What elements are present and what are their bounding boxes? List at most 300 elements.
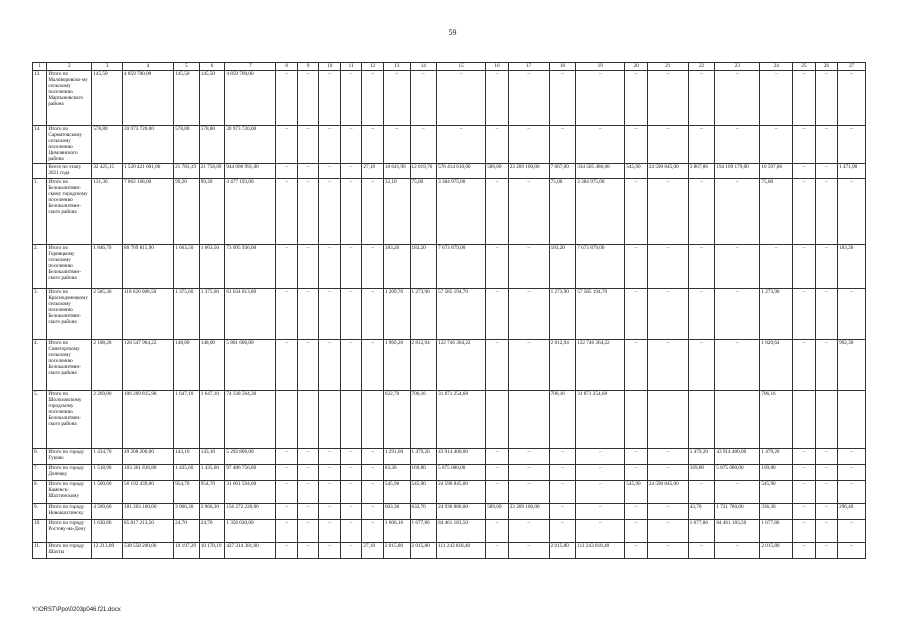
table-cell: 31 601 594,00 bbox=[225, 480, 276, 503]
table-cell: 75,00 bbox=[760, 178, 793, 244]
table-cell: 97 486 756,80 bbox=[225, 464, 276, 480]
table-cell: – bbox=[410, 71, 437, 126]
table-cell: 183,20 bbox=[549, 244, 576, 288]
table-cell: – bbox=[815, 288, 838, 339]
table-cell: – bbox=[276, 448, 297, 464]
row-number-cell: 7. bbox=[33, 464, 47, 480]
table-cell: 2 015,80 bbox=[549, 542, 576, 558]
table-row bbox=[33, 448, 866, 464]
table-cell: 75,00 bbox=[549, 178, 576, 244]
table-cell: – bbox=[715, 480, 760, 503]
table-cell: 80 769 815,90 bbox=[123, 244, 174, 288]
table-cell: 181 203 100,00 bbox=[123, 503, 174, 519]
table-cell: 1 520 421 601,00 bbox=[123, 163, 174, 178]
table-cell: – bbox=[297, 542, 318, 558]
table-cell: 24,70 bbox=[174, 519, 200, 542]
table-cell: – bbox=[297, 339, 318, 390]
table-cell: – bbox=[340, 464, 361, 480]
table-cell: – bbox=[486, 288, 509, 339]
table-cell: – bbox=[760, 71, 793, 126]
table-cell: 143,10 bbox=[199, 448, 225, 464]
table-cell: 169,80 bbox=[410, 464, 437, 480]
table-cell: 10 170,19 bbox=[199, 542, 225, 558]
table-cell: 589,00 bbox=[486, 503, 509, 519]
table-cell: 32,10 bbox=[383, 178, 410, 244]
table-cell: 183,20 bbox=[383, 244, 410, 288]
table-cell: – bbox=[319, 244, 340, 288]
table-cell: – bbox=[793, 503, 816, 519]
table-cell: 1 846,70 bbox=[92, 244, 123, 288]
table-cell: – bbox=[625, 71, 648, 126]
table-cell: 944 006 991,00 bbox=[225, 163, 276, 178]
table-cell: 32 425,15 bbox=[92, 163, 123, 178]
table-cell: 1 677,86 bbox=[760, 519, 793, 542]
table-cell: 145,50 bbox=[199, 71, 225, 126]
table-cell bbox=[486, 390, 509, 448]
table-cell: – bbox=[276, 503, 297, 519]
column-header: 25 bbox=[793, 63, 816, 71]
column-header: 2 bbox=[47, 63, 92, 71]
table-cell: 1 375,60 bbox=[199, 288, 225, 339]
column-header: 8 bbox=[276, 63, 297, 71]
table-cell: 5 875 080,00 bbox=[437, 464, 486, 480]
table-cell: – bbox=[340, 519, 361, 542]
table-cell: – bbox=[647, 464, 688, 480]
table-cell: – bbox=[793, 480, 816, 503]
table-cell: – bbox=[276, 126, 297, 164]
table-cell bbox=[647, 390, 688, 448]
table-cell: 10 641,96 bbox=[383, 163, 410, 178]
table-cell: – bbox=[647, 542, 688, 558]
table-cell: 589,00 bbox=[486, 163, 509, 178]
table-cell: 56 192 439,00 bbox=[123, 480, 174, 503]
table-cell: 148,00 bbox=[174, 339, 200, 390]
table-cell: – bbox=[319, 448, 340, 464]
table-cell: 3 384 975,00 bbox=[576, 178, 625, 244]
table-cell: – bbox=[362, 71, 383, 126]
table-cell: – bbox=[647, 339, 688, 390]
table-cell: – bbox=[793, 339, 816, 390]
table-row bbox=[33, 519, 866, 542]
table-cell: – bbox=[437, 71, 486, 126]
table-cell: 578,80 bbox=[92, 126, 123, 164]
row-name-cell: Итого по городу Гуково bbox=[47, 448, 92, 464]
table-cell: – bbox=[383, 71, 410, 126]
table-cell: – bbox=[576, 448, 625, 464]
table-cell: – bbox=[340, 71, 361, 126]
column-header: 27 bbox=[838, 63, 866, 71]
table-cell: – bbox=[362, 339, 383, 390]
table-cell: 1 479,20 bbox=[688, 448, 715, 464]
table-cell: – bbox=[576, 480, 625, 503]
column-header: 23 bbox=[715, 63, 760, 71]
table-row bbox=[33, 339, 866, 390]
table-cell: – bbox=[576, 71, 625, 126]
table-cell: – bbox=[508, 178, 549, 244]
table-cell: – bbox=[715, 71, 760, 126]
table-cell: – bbox=[486, 244, 509, 288]
table-cell: 145,50 bbox=[174, 71, 200, 126]
table-cell: 43,70 bbox=[688, 503, 715, 519]
table-cell: – bbox=[276, 542, 297, 558]
column-header: 15 bbox=[437, 63, 486, 71]
table-cell: 2 812,94 bbox=[410, 339, 437, 390]
table-cell: 1 273,90 bbox=[760, 288, 793, 339]
table-cell: – bbox=[625, 542, 648, 558]
table-cell: 1 273,90 bbox=[549, 288, 576, 339]
table-cell: 1 479,20 bbox=[410, 448, 437, 464]
table-cell: 7 067,00 bbox=[549, 163, 576, 178]
column-header: 5 bbox=[174, 63, 200, 71]
table-cell: 131,30 bbox=[92, 178, 123, 244]
table-cell: 1 518,90 bbox=[92, 464, 123, 480]
row-number-cell: 5. bbox=[33, 390, 47, 448]
table-row bbox=[33, 163, 866, 178]
table-cell: 1 960,20 bbox=[383, 339, 410, 390]
table-cell: – bbox=[276, 163, 297, 178]
table-cell: 74 338 564,30 bbox=[225, 390, 276, 448]
table-cell: – bbox=[276, 244, 297, 288]
table-cell: 106 209 815,98 bbox=[123, 390, 174, 448]
table-cell: – bbox=[319, 126, 340, 164]
row-number-cell: 8. bbox=[33, 480, 47, 503]
table-cell: – bbox=[276, 339, 297, 390]
table-cell: 49 208 200,00 bbox=[123, 448, 174, 464]
table-cell: 4 477 193,00 bbox=[225, 178, 276, 244]
table-cell: – bbox=[362, 448, 383, 464]
table-cell: 99,20 bbox=[174, 178, 200, 244]
table-cell: – bbox=[276, 464, 297, 480]
table-cell: 122 746 364,22 bbox=[437, 339, 486, 390]
table-cell: 43 914 400,00 bbox=[715, 448, 760, 464]
table-cell: – bbox=[297, 163, 318, 178]
table-cell: – bbox=[486, 126, 509, 164]
table-cell: – bbox=[340, 448, 361, 464]
table-cell: – bbox=[486, 448, 509, 464]
table-cell: 10 197,29 bbox=[174, 542, 200, 558]
table-cell: – bbox=[319, 542, 340, 558]
table-cell: – bbox=[437, 126, 486, 164]
table-cell: 2 269,80 bbox=[92, 390, 123, 448]
table-cell: – bbox=[688, 480, 715, 503]
row-name-cell: Итого по Синегорскому сельскому поселению Белокалитвин-ского района bbox=[47, 339, 92, 390]
table-cell: 4 859 700,00 bbox=[225, 71, 276, 126]
table-cell: 954,70 bbox=[174, 480, 200, 503]
table-cell: 57 585 194,70 bbox=[576, 288, 625, 339]
table-cell: – bbox=[319, 503, 340, 519]
row-number-cell: 14. bbox=[33, 126, 47, 164]
table-cell: 1 479,20 bbox=[760, 448, 793, 464]
table-cell: 992,30 bbox=[838, 339, 866, 390]
table-cell: 578,80 bbox=[174, 126, 200, 164]
table-cell: 24 590 845,00 bbox=[647, 480, 688, 503]
row-name-cell: Итого по Сарматовскому сельскому поселению Цимлянского района bbox=[47, 126, 92, 164]
table-cell: – bbox=[297, 288, 318, 339]
table-cell: – bbox=[319, 464, 340, 480]
table-cell: – bbox=[340, 288, 361, 339]
table-cell: – bbox=[383, 126, 410, 164]
table-cell: 1 677,86 bbox=[410, 519, 437, 542]
table-cell: 84 461 183,50 bbox=[437, 519, 486, 542]
table-cell: – bbox=[486, 542, 509, 558]
table-cell: – bbox=[688, 71, 715, 126]
table-cell: – bbox=[715, 178, 760, 244]
table-cell: 2 108,20 bbox=[92, 339, 123, 390]
table-cell: 31 871 254,68 bbox=[576, 390, 625, 448]
table-cell: – bbox=[625, 448, 648, 464]
table-cell: 20 973 720,00 bbox=[123, 126, 174, 164]
table-cell: – bbox=[340, 542, 361, 558]
column-header: 13 bbox=[383, 63, 410, 71]
table-cell: – bbox=[688, 288, 715, 339]
table-cell: 427 314 381,60 bbox=[225, 542, 276, 558]
column-header: 16 bbox=[486, 63, 509, 71]
table-cell: – bbox=[486, 71, 509, 126]
table-cell: 2 585,30 bbox=[92, 288, 123, 339]
table-cell: – bbox=[838, 519, 866, 542]
table-cell: – bbox=[715, 126, 760, 164]
table-cell: – bbox=[793, 542, 816, 558]
table-cell: 85 817 213,50 bbox=[123, 519, 174, 542]
column-header: 4 bbox=[123, 63, 174, 71]
table-header-row bbox=[33, 63, 866, 71]
table-cell: – bbox=[576, 503, 625, 519]
table-cell: – bbox=[625, 288, 648, 339]
table-cell: 3 966,30 bbox=[174, 503, 200, 519]
table-row bbox=[33, 244, 866, 288]
table-cell: 118 620 008,50 bbox=[123, 288, 174, 339]
table-cell: 545,90 bbox=[625, 163, 648, 178]
table-cell: 1 435,60 bbox=[174, 464, 200, 480]
table-cell: 122 746 364,22 bbox=[576, 339, 625, 390]
table-cell: 57 585 194,70 bbox=[437, 288, 486, 339]
table-row bbox=[33, 480, 866, 503]
table-cell: – bbox=[508, 542, 549, 558]
table-cell: 545,90 bbox=[383, 480, 410, 503]
table-cell bbox=[340, 390, 361, 448]
table-cell: 545,90 bbox=[410, 480, 437, 503]
table-cell: 622,70 bbox=[383, 390, 410, 448]
table-cell: 1 677,86 bbox=[688, 519, 715, 542]
table-cell: – bbox=[319, 163, 340, 178]
table-cell: 1 435,60 bbox=[199, 464, 225, 480]
table-cell: – bbox=[625, 503, 648, 519]
table-cell: – bbox=[549, 448, 576, 464]
table-cell: – bbox=[715, 339, 760, 390]
table-row bbox=[33, 503, 866, 519]
row-name-cell: Итого по Краснодонецкому сельскому поселению Белокалитвин-ского района bbox=[47, 288, 92, 339]
table-cell: 43 914 400,00 bbox=[437, 448, 486, 464]
table-cell: – bbox=[815, 178, 838, 244]
table-cell: – bbox=[815, 448, 838, 464]
table-cell: – bbox=[838, 178, 866, 244]
table-cell: – bbox=[815, 464, 838, 480]
row-name-cell: Итого по Шолоховскому городскому поселению Белокалитвин-ского района bbox=[47, 390, 92, 448]
table-cell: – bbox=[688, 339, 715, 390]
table-cell bbox=[362, 390, 383, 448]
table-cell: – bbox=[793, 71, 816, 126]
table-cell: – bbox=[319, 519, 340, 542]
row-number-cell: 11. bbox=[33, 542, 47, 558]
table-cell: – bbox=[410, 126, 437, 164]
table-cell: – bbox=[815, 163, 838, 178]
table-cell: – bbox=[508, 448, 549, 464]
table-row bbox=[33, 288, 866, 339]
row-number-cell: 1. bbox=[33, 178, 47, 244]
table-cell bbox=[508, 390, 549, 448]
table-cell: – bbox=[508, 519, 549, 542]
table-cell: 61 034 813,80 bbox=[225, 288, 276, 339]
table-cell: – bbox=[276, 178, 297, 244]
table-cell: 4 859 700,00 bbox=[123, 71, 174, 126]
table-cell: 23 209 100,00 bbox=[508, 163, 549, 178]
table-cell: 183,20 bbox=[410, 244, 437, 288]
table-cell: – bbox=[647, 126, 688, 164]
table-cell: – bbox=[647, 178, 688, 244]
table-row bbox=[33, 126, 866, 164]
table-cell: – bbox=[486, 480, 509, 503]
table-cell: – bbox=[576, 126, 625, 164]
table-cell: 99,20 bbox=[199, 178, 225, 244]
table-cell: 545,90 bbox=[625, 480, 648, 503]
table-cell: – bbox=[340, 244, 361, 288]
table-cell: – bbox=[319, 71, 340, 126]
table-cell: 31 871 254,68 bbox=[437, 390, 486, 448]
column-header: 6 bbox=[199, 63, 225, 71]
table-row bbox=[33, 464, 866, 480]
table-cell: 21 783,19 bbox=[174, 163, 200, 178]
column-header: 7 bbox=[225, 63, 276, 71]
table-cell: 24 930 880,00 bbox=[437, 503, 486, 519]
table-cell: – bbox=[340, 339, 361, 390]
table-cell: – bbox=[297, 464, 318, 480]
table-cell: 156 272 220,00 bbox=[225, 503, 276, 519]
table-cell: – bbox=[276, 519, 297, 542]
table-cell: – bbox=[362, 178, 383, 244]
table-cell: – bbox=[838, 464, 866, 480]
table-row bbox=[33, 178, 866, 244]
page-number: 59 bbox=[448, 28, 457, 37]
column-header: 26 bbox=[815, 63, 838, 71]
table-cell bbox=[793, 390, 816, 448]
table-cell: – bbox=[486, 339, 509, 390]
table-cell: – bbox=[793, 126, 816, 164]
table-row bbox=[33, 71, 866, 126]
table-cell: – bbox=[362, 244, 383, 288]
table-cell: – bbox=[486, 464, 509, 480]
table-cell: – bbox=[647, 288, 688, 339]
table-cell: – bbox=[793, 288, 816, 339]
table-cell: 1 471,90 bbox=[838, 163, 866, 178]
table-cell: – bbox=[760, 244, 793, 288]
row-name-cell: Итого по Белокалитвин-скому городскому поселению Белокалитвин-ского района bbox=[47, 178, 92, 244]
table-cell: – bbox=[647, 71, 688, 126]
table-cell: 1 647,10 bbox=[199, 390, 225, 448]
table-cell: – bbox=[576, 464, 625, 480]
table-cell: – bbox=[838, 71, 866, 126]
table-cell: 578,80 bbox=[199, 126, 225, 164]
table-cell: – bbox=[625, 339, 648, 390]
table-cell: – bbox=[319, 288, 340, 339]
table-cell: 27,10 bbox=[362, 163, 383, 178]
table-cell: – bbox=[715, 542, 760, 558]
table-cell: – bbox=[297, 519, 318, 542]
table-cell: – bbox=[793, 244, 816, 288]
table-cell: – bbox=[297, 503, 318, 519]
table-cell: – bbox=[715, 244, 760, 288]
table-cell: 1 273,90 bbox=[410, 288, 437, 339]
row-number-cell bbox=[33, 163, 47, 178]
table-cell: – bbox=[508, 126, 549, 164]
table-cell: 183,20 bbox=[838, 244, 866, 288]
table-cell: 24 590 845,00 bbox=[437, 480, 486, 503]
column-header: 9 bbox=[297, 63, 318, 71]
table-cell: 169,80 bbox=[760, 464, 793, 480]
table-cell: 1 663,50 bbox=[199, 244, 225, 288]
row-name-cell: Итого по городу Новошахтинску bbox=[47, 503, 92, 519]
table-cell: 7 862 168,00 bbox=[123, 178, 174, 244]
table-cell: – bbox=[319, 178, 340, 244]
column-header: 21 bbox=[647, 63, 688, 71]
table-cell: – bbox=[793, 519, 816, 542]
table-cell: – bbox=[340, 163, 361, 178]
row-name-cell: Итого по Горняцкому сельскому поселению Белокалитвин-ского района bbox=[47, 244, 92, 288]
table-cell: 1 663,50 bbox=[174, 244, 200, 288]
table-cell: – bbox=[340, 480, 361, 503]
table-cell: – bbox=[793, 178, 816, 244]
table-cell: – bbox=[340, 503, 361, 519]
table-cell: – bbox=[319, 480, 340, 503]
column-header: 10 bbox=[319, 63, 340, 71]
table-cell: 334 505 486,00 bbox=[576, 163, 625, 178]
table-cell: – bbox=[362, 464, 383, 480]
table-cell: – bbox=[688, 178, 715, 244]
table-cell: – bbox=[362, 126, 383, 164]
table-cell: 5 801 600,00 bbox=[225, 339, 276, 390]
table-cell: – bbox=[508, 464, 549, 480]
table-cell: 24,70 bbox=[199, 519, 225, 542]
table-cell: – bbox=[549, 71, 576, 126]
table-cell: 1 209,70 bbox=[383, 288, 410, 339]
table-cell: 143,10 bbox=[174, 448, 200, 464]
table-cell: – bbox=[508, 288, 549, 339]
table-cell: – bbox=[815, 519, 838, 542]
table-cell: 603,30 bbox=[383, 503, 410, 519]
row-name-cell: Итого по городу Ростову-на-Дону bbox=[47, 519, 92, 542]
table-cell: – bbox=[297, 244, 318, 288]
data-table-container bbox=[32, 62, 866, 559]
table-cell: – bbox=[815, 126, 838, 164]
table-cell: 1 630,86 bbox=[92, 519, 123, 542]
table-row bbox=[33, 390, 866, 448]
column-header: 22 bbox=[688, 63, 715, 71]
table-cell: – bbox=[625, 126, 648, 164]
table-cell: 706,16 bbox=[410, 390, 437, 448]
row-name-cell: Итого по городу Шахты bbox=[47, 542, 92, 558]
table-cell: 1 356 030,00 bbox=[225, 519, 276, 542]
footer-file-path: Y:\ORST\Ppo\0203p046.f21.docx bbox=[32, 607, 121, 613]
table-cell: 1 291,60 bbox=[383, 448, 410, 464]
table-cell: – bbox=[340, 178, 361, 244]
table-cell: – bbox=[297, 126, 318, 164]
table-cell: 24 590 845,00 bbox=[647, 163, 688, 178]
column-header: 24 bbox=[760, 63, 793, 71]
table-row bbox=[33, 542, 866, 558]
row-name-cell: Итого по городу Донецку bbox=[47, 464, 92, 480]
table-cell: – bbox=[549, 480, 576, 503]
table-cell: 21 756,09 bbox=[199, 163, 225, 178]
table-cell: 111 243 818,40 bbox=[576, 542, 625, 558]
